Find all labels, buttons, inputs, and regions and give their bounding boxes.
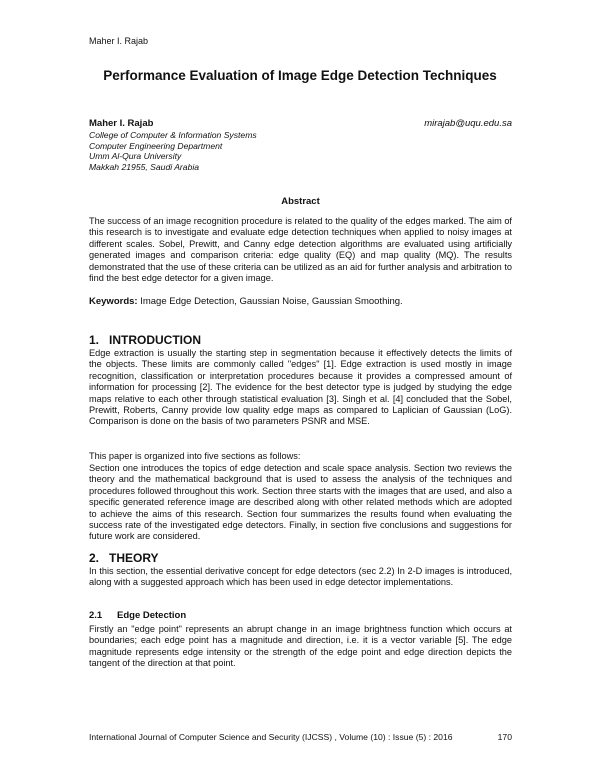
subsection-title: Edge Detection	[117, 610, 187, 621]
paper-title: Performance Evaluation of Image Edge Detection Techniques	[103, 68, 497, 83]
section-title: THEORY	[109, 551, 159, 565]
subsection-heading-edge-detection	[89, 610, 186, 621]
journal-footer: International Journal of Computer Science and Security (IJCSS) , Volume (10) : Issue (5) : 2016	[89, 732, 453, 742]
theory-paragraph: In this section, the essential derivative concept for edge detectors (sec 2.2) In 2-D images is introduced, along with a suggested approach which has been used in edge detector implementations.	[89, 566, 512, 588]
introduction-paragraph: This paper is organized into five sections as follows:	[89, 451, 301, 461]
page-number: 170	[497, 732, 512, 742]
section-title: INTRODUCTION	[109, 333, 201, 347]
section-heading-theory	[89, 551, 159, 565]
keywords-text: Image Edge Detection, Gaussian Noise, Gaussian Smoothing.	[140, 296, 403, 307]
keywords	[89, 296, 403, 307]
affiliation-line: College of Computer & Information Systems	[89, 130, 257, 140]
affiliation-line: Umm Al-Qura University	[89, 151, 182, 162]
running-head: Maher I. Rajab	[89, 36, 149, 46]
introduction-paragraph: Section one introduces the topics of edge detection and scale space analysis. Section two reviews the theory and the mathematical background that is used to assess the analysis of the techniques and procedures followed throughout this work. Section three starts with the images that are used, and also a specific generated reference image are described along with other related methods which are adopted to achieve the aims of this research. Section four summarizes the results found when evaluating the success rate of the investigated edge detectors. Finally, in section five conclusions and suggestions for future work are considered.	[89, 463, 512, 542]
section-heading-introduction	[89, 333, 201, 347]
abstract-heading: Abstract	[281, 196, 320, 207]
author-email[interactable]: mirajab@uqu.edu.sa	[424, 118, 512, 129]
section-number: 2.	[89, 551, 100, 565]
author-name: Maher I. Rajab	[89, 118, 154, 129]
abstract-text: The success of an image recognition procedure is related to the quality of the edges marked. The aim of this research is to investigate and evaluate edge detection techniques when applied to noisy images at different scales. Sobel, Prewitt, and Canny edge detection algorithms are evaluated using artificially generated images and comparison criteria: edge quality (EQ) and map quality (MQ). The results demonstrated that the use of these criteria can be utilized as an aid for further analysis and arbitration to find the best edge detector for a given image.	[89, 216, 512, 284]
introduction-paragraph: Edge extraction is usually the starting step in segmentation because it effectively detects the limits of the objects. These limits are commonly called "edges" [1]. Edge extraction is used mostly in image recognition, classification or interpretation procedures because it provides a compressed amount of information for processing [2]. The evidence for the best detector type is judged by studying the edge maps relative to each other through statistical evaluation [3]. Singh et al. [4] concluded that the Sobel, Prewitt, Roberts, Canny provide low quality edge maps as compared to Laplician of Gaussian (LoG). Comparison is done on the basis of two parameters PSNR and MSE.	[89, 348, 512, 427]
keywords-label: Keywords:	[89, 296, 138, 307]
author-affiliation	[89, 130, 257, 172]
affiliation-line: Computer Engineering Department	[89, 140, 223, 151]
edge-detection-paragraph: Firstly an "edge point" represents an abrupt change in an image brightness function which occurs at boundaries; each edge point has a magnitude and direction, i.e. it is a vector variable [5]. The edge magnitude represents edge intensity or the strength of the edge point and edge direction depicts the tangent of the direction at that point.	[89, 624, 512, 669]
subsection-number: 2.1	[89, 610, 103, 621]
section-number: 1.	[89, 333, 100, 347]
affiliation-line: Makkah 21955, Saudi Arabia	[89, 161, 200, 172]
